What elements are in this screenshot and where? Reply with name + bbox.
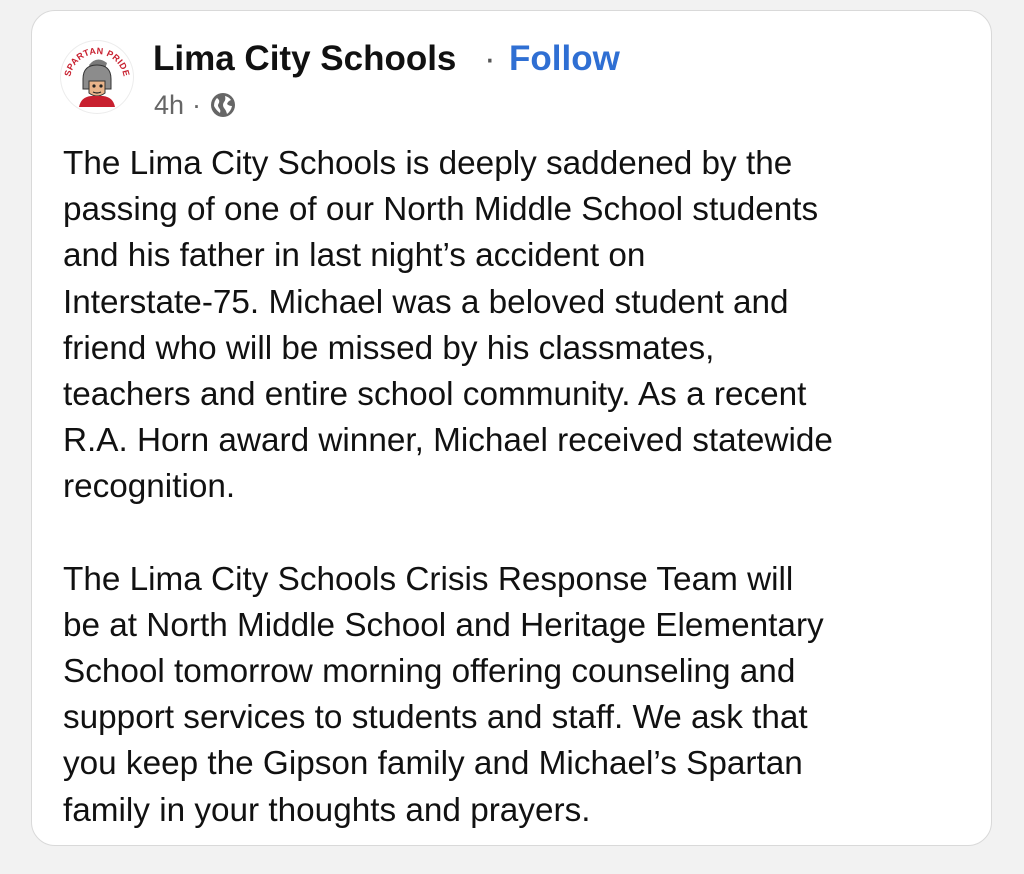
post-timestamp[interactable]: 4h: [154, 89, 185, 120]
name-follow-separator: ·: [484, 39, 496, 78]
globe-icon[interactable]: [209, 91, 237, 119]
follow-button[interactable]: Follow: [509, 39, 620, 78]
page-name[interactable]: Lima City Schools: [153, 39, 457, 78]
post-paragraph: The Lima City Schools is deeply saddened by the passing of one of our North Middle School students and his father in last night’s accident on Interstate-75. Michael was a beloved student and friend who will be missed by his classmates, teachers and entire school community. As a recent R.A. Horn award winner, Michael received statewide recognition.: [63, 145, 833, 506]
logo-text: SPARTAN PRIDE: [62, 45, 132, 78]
post-body: [63, 141, 978, 834]
page-avatar[interactable]: [61, 41, 133, 113]
spartan-pride-logo: [61, 41, 133, 113]
post-card: [31, 10, 992, 846]
post-paragraph: The Lima City Schools Crisis Response Team will be at North Middle School and Heritage Elementary School tomorrow morning offering counseling and support services to students and staff. We ask that you keep the Gipson family and Michael’s Spartan family in your thoughts and prayers.: [63, 560, 824, 829]
meta-separator: ·: [192, 89, 202, 120]
post-meta: [154, 89, 237, 121]
